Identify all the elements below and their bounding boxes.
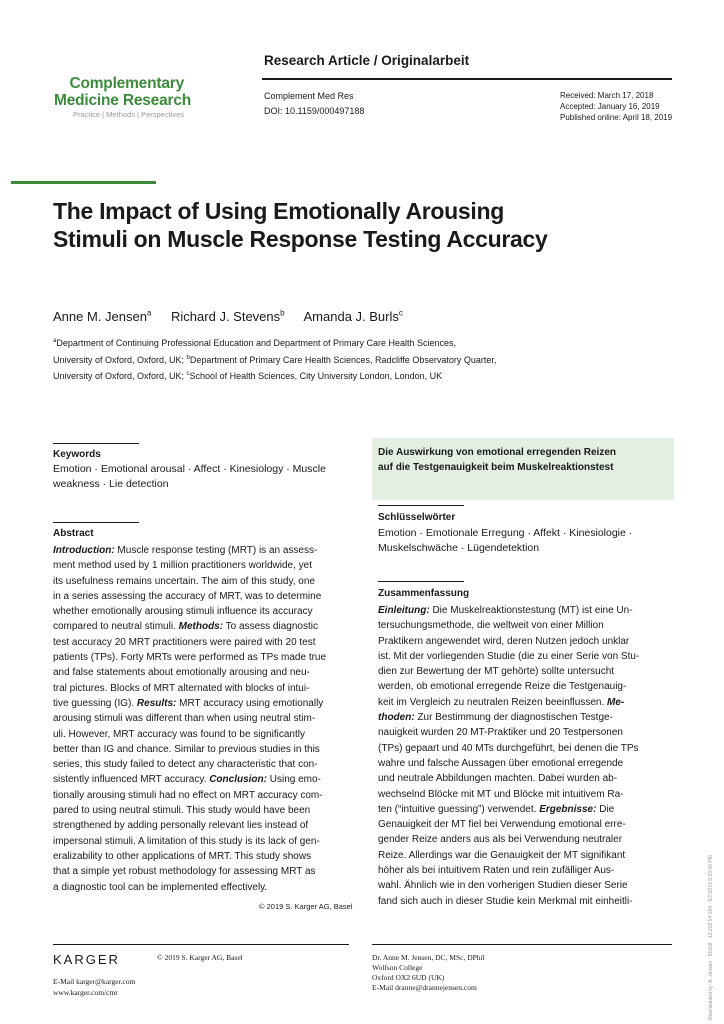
journal-logo-tagline: Practice | Methods | Perspectives — [72, 110, 184, 119]
journal-name: Complement Med Res — [264, 91, 354, 101]
download-stamp: Downloaded by: A. Jensen · 51608 · 12.202.54.184 · 5/7/2019 8:23:00 PM — [708, 855, 714, 1020]
footer-copyright: © 2019 S. Karger AG, Basel — [157, 953, 243, 962]
received-date: Received: March 17, 2018 — [560, 91, 654, 100]
author: Amanda J. Burls$^c$ — [303, 309, 403, 325]
keywords-heading: Keywords — [53, 449, 101, 460]
journal-logo-line2: Medicine Research — [54, 92, 192, 109]
author: Anne M. Jensen$^a$ — [53, 309, 152, 325]
abstract-body: Introduction: Muscle response testing (MRT) is an assess- ment method used by 1 million practitioners worldwide, yet its usefulness remains uncertain. The aim of this study, one in a series assessing the accuracy of MRT, was to determine whether emotionally arousing stimuli influence its accuracy compared to neutral stimuli. Methods: To assess diagnostic test accuracy 20 MRT practitioners were paired with 20 test patients (TPs). Forty MRTs were performed as TPs made true and false statements about emotionally arousing and neu- tral pictures. Blocks of MRT alternated with blocks of intui- tive guessing (IG). Results: MRT accuracy using emotionally arousing stimuli was different than when using neutral stim- uli. However, MRT accuracy was found to be significantly better than IG and chance. Similar to previous studies in this series, this study failed to detect any characteristic that con- sistently influenced MRT accuracy. Conclusion: Using emo- tionally arousing stimuli had no effect on MRT accuracy com- pared to using neutral stimuli. This study would have been strengthened by adding personally relevant lies instead of impersonal stimuli. A limitation of this study is its lack of gen- eralizability to other applications of MRT. This study shows that a simple yet robust methodology for assessing MRT as a diagnostic tool can be implemented effectively. — [53, 545, 327, 893]
german-summary-body: Einleitung: Die Muskelreaktionstestung (MT) ist eine Un- tersuchungsmethode, die weltweit von einer Million Praktikern angewendet wird, deren Nutzen jedoch unklar ist. Mit der vorliegenden Studie (die zu einer Serie von Stu- dien zur Bewertung der MT gehörte) sollte untersucht werden, ob emotional erregende Reize die Testgenauig- keit im Vergleich zu neutralen Reizen beeinflussen. Me- thoden: Zur Bestimmung der diagnostischen Testge- nauigkeit wurden 20 MT-Praktiker und 20 Testpersonen (TPs) gepaart und 40 MTs durchgeführt, bei denen die TPs wahre und falsche Aussagen über emotional erregende und neutrale Abbildungen machten. Dabei wurden ab- wechselnd Blöcke mit MT und Blöcke mit intuitivem Ra- ten (“intuitive guessing”) verwendet. Ergebnisse: Die Genauigkeit der MT fiel bei Verwendung emotional erre- gender Reize anders aus als bei Verwendung neutraler Reize. Allerdings war die Genauigkeit der MT signifikant höher als bei intuitivem Raten und rein zufälliger Aus- wahl. Ähnlich wie in den vorherigen Studien dieser Serie fand sich auch in dieser Studie kein Merkmal mit einheitli- — [378, 605, 640, 907]
article-type: Research Article / Originalarbeit — [264, 53, 470, 68]
german-summary-divider — [378, 581, 464, 582]
doi: DOI: 10.1159/000497188 — [264, 106, 365, 116]
publisher-logo: KARGER — [53, 952, 120, 967]
german-keywords-heading: Schlüsselwörter — [378, 512, 456, 523]
correspondence-email[interactable]: E-Mail dranne@drannejensen.com — [372, 983, 477, 992]
german-keywords-list: Emotion · Emotionale Erregung · Affekt · Kinesiologie · Muskelschwäche · Lügendetektion — [378, 527, 633, 555]
accepted-date: Accepted: January 16, 2019 — [560, 102, 660, 111]
german-title: Die Auswirkung von emotional erregenden Reizen auf die Testgenauigkeit beim Muskelreaktionstest — [378, 447, 617, 473]
author-list — [53, 309, 419, 324]
article-title: The Impact of Using Emotionally Arousing Stimuli on Muscle Response Testing Accuracy — [53, 198, 548, 252]
abstract-heading: Abstract — [53, 528, 94, 539]
abstract-divider — [53, 522, 139, 523]
footer-divider-right — [372, 944, 672, 945]
header-divider — [262, 78, 672, 80]
footer-divider-left — [53, 944, 349, 945]
journal-logo-line1: Complementary — [69, 75, 184, 92]
title-accent-bar — [11, 181, 156, 184]
published-date: Published online: April 18, 2019 — [560, 113, 673, 122]
author: Richard J. Stevens$^b$ — [171, 309, 285, 325]
german-keywords-divider — [378, 505, 464, 506]
abstract-copyright: © 2019 S. Karger AG, Basel — [259, 902, 353, 911]
correspondence-address: Dr. Anne M. Jensen, DC, MSc, DPhil Wolfson College Oxford OX2 6UD (UK) E-Mail dranne@drannejensen.com — [372, 953, 485, 992]
affiliations: $^a$Department of Continuing Professional Education and Department of Primary Care Health Sciences, University of Oxford, Oxford, UK; $^b$Department of Primary Care Health Sciences, Radcliffe Observatory Quarter, University of Oxford, Oxford, UK; $^c$School of Health Sciences, City University London, London, UK — [53, 338, 497, 382]
keywords-list: Emotion · Emotional arousal · Affect · Kinesiology · Muscle weakness · Lie detection — [53, 463, 326, 491]
german-summary-heading: Zusammenfassung — [378, 588, 470, 599]
publisher-email[interactable]: E-Mail karger@karger.com — [53, 977, 136, 986]
journal-logo — [54, 75, 192, 119]
keywords-divider — [53, 443, 139, 444]
publisher-website[interactable]: www.karger.com/cmr — [53, 988, 118, 997]
